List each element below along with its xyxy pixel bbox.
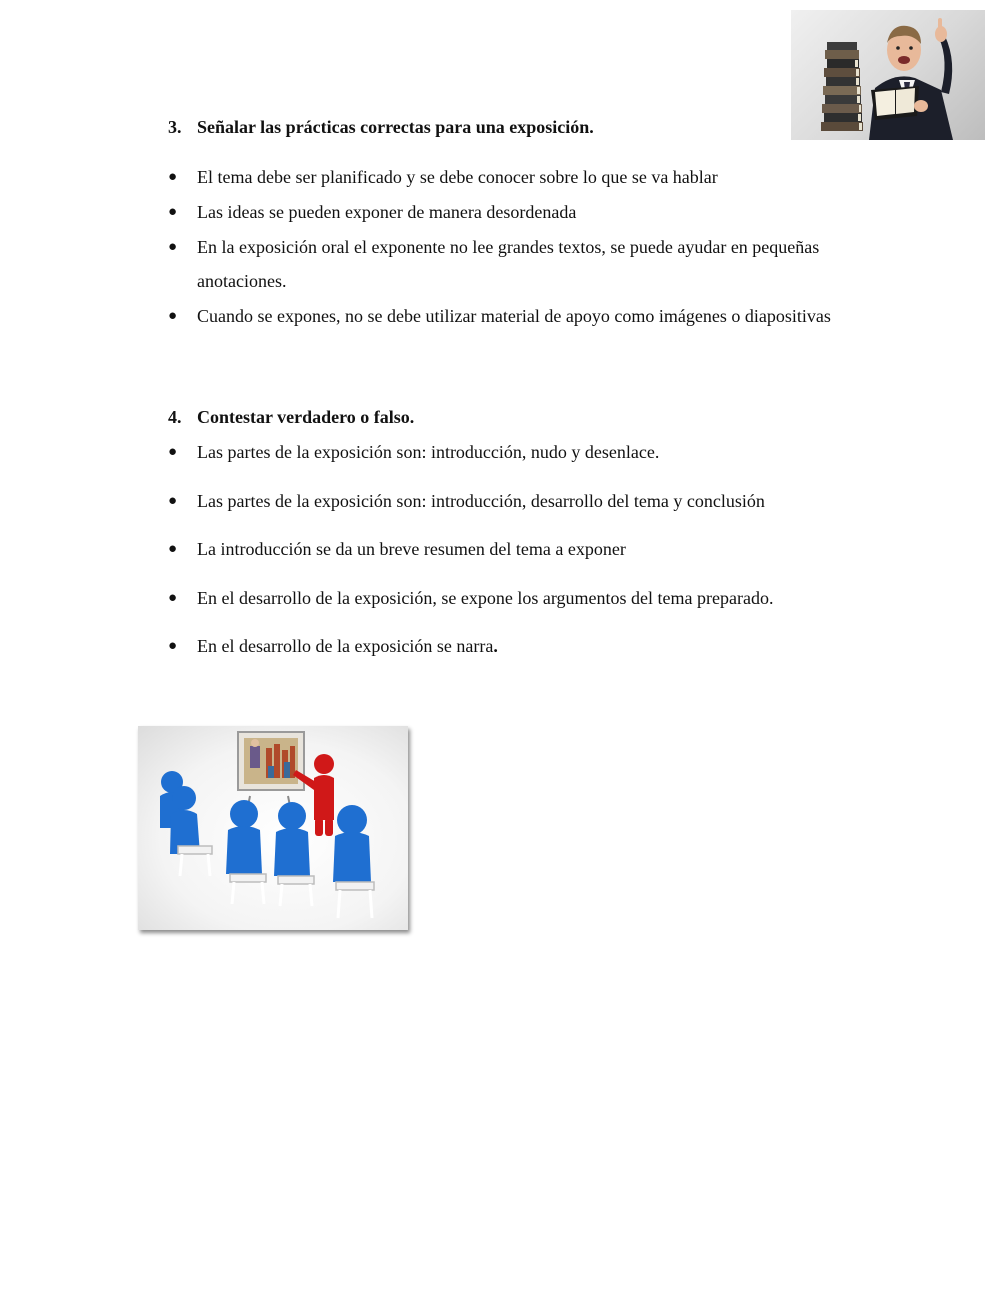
bullet-icon: ● (168, 541, 178, 557)
section-4-item-text-main: En el desarrollo de la exposición se narra (197, 636, 494, 656)
section-3-item-text: Cuando se expones, no se debe utilizar material de apoyo como imágenes o diapositivas (197, 306, 831, 326)
audience-group (160, 771, 374, 918)
bullet-icon: ● (168, 308, 178, 324)
book-stack (821, 42, 863, 131)
teacher-illustration (791, 10, 985, 140)
bullet-icon: ● (168, 590, 178, 606)
section-4-item (168, 484, 860, 518)
section-4-title: Contestar verdadero o falso. (197, 407, 415, 427)
section-4-item-text (197, 629, 860, 663)
section-4-item (168, 435, 860, 469)
section-3-item (168, 230, 860, 298)
section-4-item-text: En el desarrollo de la exposición, se expone los argumentos del tema preparado. (197, 588, 774, 608)
section-3-item-text: En la exposición oral el exponente no lee grandes textos, se puede ayudar en pequeñas anotaciones. (197, 237, 820, 291)
section-4-item-text: La introducción se da un breve resumen del tema a exponer (197, 539, 626, 559)
bullet-icon: ● (168, 444, 178, 460)
bullet-icon: ● (168, 638, 178, 654)
section-3-number: 3. (168, 117, 182, 137)
section-3-heading (168, 116, 594, 138)
presentation-scene (138, 726, 408, 930)
section-4-number: 4. (168, 407, 182, 427)
section-4-item-text: Las partes de la exposición son: introducción, desarrollo del tema y conclusión (197, 491, 765, 511)
section-3-title: Señalar las prácticas correctas para una exposición. (197, 117, 594, 137)
section-3-item (168, 195, 860, 229)
section-4-item-text: Las partes de la exposición son: introducción, nudo y desenlace. (197, 442, 660, 462)
section-3-item-text: El tema debe ser planificado y se debe conocer sobre lo que se va hablar (197, 167, 718, 187)
section-3-item-text: Las ideas se pueden exponer de manera desordenada (197, 202, 577, 222)
section-4-item-suffix: . (493, 636, 498, 656)
teacher-with-books-photo (791, 10, 985, 140)
bullet-icon: ● (168, 204, 178, 220)
section-4-item (168, 629, 860, 663)
classroom-presentation-illustration (138, 726, 408, 930)
section-4-item (168, 581, 860, 615)
section-4-item (168, 532, 860, 566)
bullet-icon: ● (168, 493, 178, 509)
man-figure (869, 18, 953, 140)
section-4-heading (168, 406, 414, 428)
section-3-item (168, 160, 860, 194)
section-3-item (168, 299, 860, 333)
bullet-icon: ● (168, 169, 178, 185)
bullet-icon: ● (168, 239, 178, 255)
